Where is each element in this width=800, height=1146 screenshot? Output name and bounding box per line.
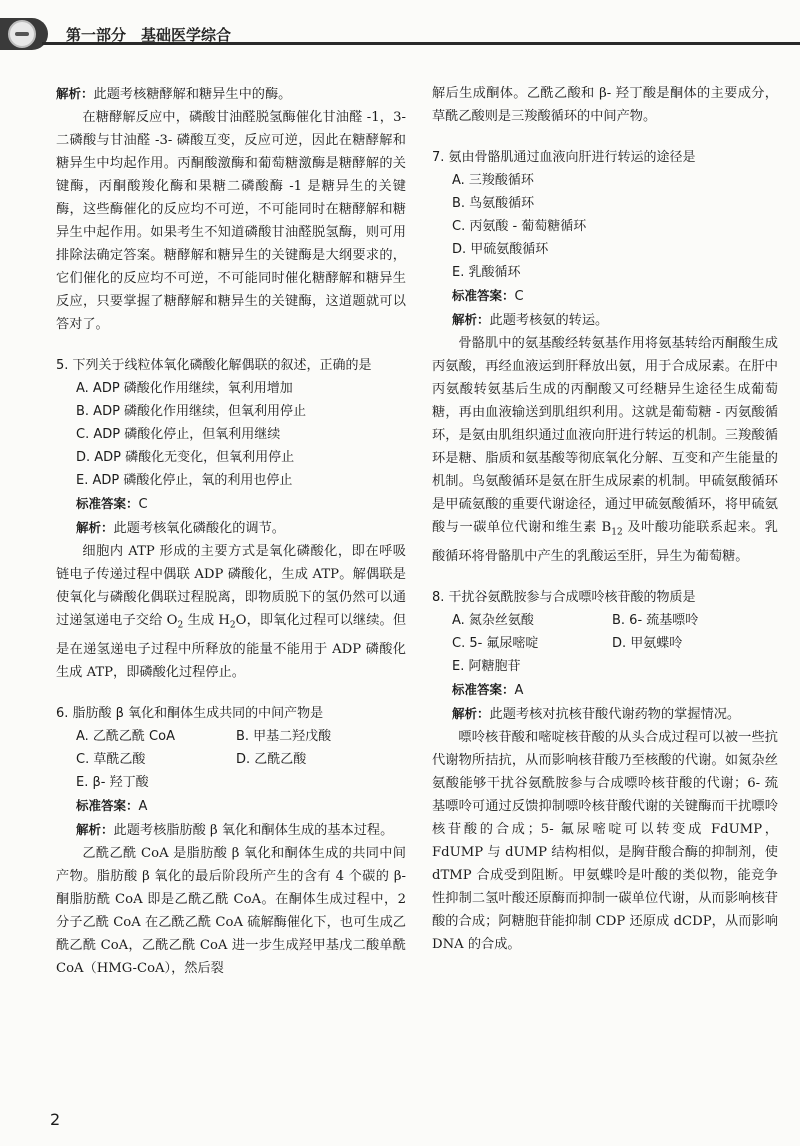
q8-options-row1 [432, 609, 778, 632]
q7-explanation: 骨骼肌中的氨基酸经转氨基作用将氨基转给丙酮酸生成丙氨酸，再经血液运到肝释放出氨，用于合成尿素。在肝中丙氨酸转氨基后生成的丙酮酸又可经糖异生途径生成葡萄糖，再由血液输送到肌组织利用。这就是葡萄糖 - 丙氨酸循环，是氨由肌组织通过血液向肝进行转运的机制。三羧酸循环是糖、脂质和氨基酸等彻底氧化分解、互变和产生能量的机制。鸟氨酸循环是氨在肝生成尿素的机制。甲硫氨酸循环是甲硫氨酸的重要代谢途径，通过甲硫氨酸循环，将甲硫氨酸与一碳单位代谢和维生素 $B_{12}$ 及叶酸功能联系起来。乳酸循环将骨骼肌中产生的乳酸运至肝，异生为葡萄糖。 [432, 336, 778, 564]
q6-option-d: D. 乙酰乙酸 [236, 751, 307, 767]
q5-explanation: 细胞内 ATP 形成的主要方式是氧化磷酸化，即在呼吸链电子传递过程中偶联 ADP 磷酸化，生成 ATP。解偶联是使氧化与磷酸化偶联过程脱离，即物质脱下的氢仍然可以通过递氢递电子交给 $O_2$ 生成 $H_2O$，即氧化过程可以继续。但是在递氢递电子过程中所释放的能量不能用于 ADP 磷酸化生成 ATP，即磷酸化过程停止。 [56, 544, 407, 680]
q4-analysis: 解析：此题考核糖酵解和糖异生中的酶。 [56, 86, 292, 102]
q6-explanation: 乙酰乙酰 CoA 是脂肪酸 β 氧化和酮体生成的共同中间产物。脂肪酸 β 氧化的最后阶段所产生的含有 4 个碳的 β- 酮脂肪酰 CoA 即是乙酰乙酰 CoA。在酮体生成过程中，2 分子乙酰 CoA 在乙酰乙酰 CoA 硫解酶催化下，也可生成乙酰乙酰 CoA，乙酰乙酰 CoA 进一步生成羟甲基戊二酸单酰 CoA（HMG-CoA），然后裂 [56, 845, 406, 976]
q8-option-e: E. 阿糖胞苷 [452, 658, 521, 674]
q5-option-c: C. ADP 磷酸化停止，但氧利用继续 [76, 427, 281, 442]
q5-answer: 标准答案：C [76, 496, 148, 512]
q6-answer: 标准答案：A [76, 797, 148, 814]
q5-option-e: E. ADP 磷酸化停止，氧的利用也停止 [76, 473, 293, 488]
q7-option-b: B. 鸟氨酸循环 [452, 196, 535, 211]
q6-explanation-continued: 解后生成酮体。乙酰乙酸和 β- 羟丁酸是酮体的主要成分，草酰乙酸则是三羧酸循环的中间产物。 [432, 86, 778, 124]
q8-option-a: A. 氮杂丝氨酸 [452, 612, 534, 628]
q8-option-c: C. 5- 氟尿嘧啶 [452, 635, 539, 651]
q8-answer: 标准答案：A [452, 681, 524, 698]
q7-stem: 7. 氨由骨骼肌通过血液向肝进行转运的途径是 [432, 150, 696, 165]
q6-option-e: E. β- 羟丁酸 [76, 774, 149, 790]
q6-options-row1 [56, 725, 406, 748]
q8-options-row2 [432, 632, 778, 655]
q6-stem: 6. 脂肪酸 β 氧化和酮体生成共同的中间产物是 [56, 705, 324, 721]
q8-analysis: 解析：此题考核对抗核苷酸代谢药物的掌握情况。 [452, 705, 741, 722]
q5-analysis: 解析：此题考核氧化磷酸化的调节。 [76, 520, 285, 536]
q6-option-b: B. 甲基二羟戊酸 [236, 728, 332, 744]
q6-option-c: C. 草酰乙酸 [76, 751, 146, 767]
page-header [0, 0, 800, 50]
q7-option-d: D. 甲硫氨酸循环 [452, 242, 549, 257]
q8-explanation: 嘌呤核苷酸和嘧啶核苷酸的从头合成过程可以被一些抗代谢物所拮抗，从而影响核苷酸乃至核酸的代谢。如氮杂丝氨酸能够干扰谷氨酰胺参与合成嘌呤核苷酸的代谢；6- 巯基嘌呤可通过反馈抑制嘌呤核苷酸代谢的关键酶而干扰嘌呤核苷酸的合成；5- 氟尿嘧啶可以转变成 FdUMP，FdUMP 与 dUMP 结构相似，是胸苷酸合酶的抑制剂，使 dTMP 合成受到阻断。甲氨蝶呤是叶酸的类似物，能竞争性抑制二氢叶酸还原酶而抑制一碳单位代谢，从而影响核苷酸的合成；阿糖胞苷能抑制 CDP 还原成 dCDP，从而影响 DNA 的合成。 [432, 729, 778, 952]
q8-stem: 8. 干扰谷氨酰胺参与合成嘌呤核苷酸的物质是 [432, 589, 696, 605]
q8-option-b: B. 6- 巯基嘌呤 [612, 612, 699, 628]
section-title: 第一部分 基础医学综合 [66, 26, 232, 44]
q5-option-d: D. ADP 磷酸化无变化，但氧利用停止 [76, 450, 295, 465]
publisher-logo-icon [8, 20, 36, 48]
q7-answer: 标准答案：C [452, 288, 524, 304]
q6-options-row2 [56, 748, 406, 771]
q6-analysis: 解析：此题考核脂肪酸 β 氧化和酮体生成的基本过程。 [76, 821, 394, 838]
q7-option-e: E. 乳酸循环 [452, 265, 521, 280]
q5-option-b: B. ADP 磷酸化作用继续，但氧利用停止 [76, 404, 307, 419]
q7-option-a: A. 三羧酸循环 [452, 173, 534, 188]
q8-option-d: D. 甲氨蝶呤 [612, 635, 683, 651]
q6-option-a: A. 乙酰乙酰 CoA [76, 728, 175, 744]
q7-analysis: 解析：此题考核氨的转运。 [452, 312, 609, 328]
left-column [56, 82, 406, 980]
q5-stem: 5. 下列关于线粒体氧化磷酸化解偶联的叙述，正确的是 [56, 358, 372, 373]
q7-option-c: C. 丙氨酸 - 葡萄糖循环 [452, 219, 587, 234]
q4-explanation: 在糖酵解反应中，磷酸甘油醛脱氢酶催化甘油醛 -1，3- 二磷酸与甘油醛 -3- 磷酸互变，反应可逆，因此在糖酵解和糖异生中均起作用。丙酮酸激酶和葡萄糖激酶是糖酵解的关键酶，丙酮酸羧化酶和果糖二磷酸酶 -1 是糖异生的关键酶，这些酶催化的反应均不可逆，不可能同时在糖酵解和糖异生中起作用。如果考生不知道磷酸甘油醛脱氢酶，则可用排除法确定答案。糖酵解和糖异生的关键酶是大纲要求的，它们催化的反应均不可逆，不可能同时催化糖酵解和糖异生反应，只要掌握了糖酵解和糖异生的关键酶，这道题就可以答对了。 [56, 110, 406, 332]
page-number: 2 [50, 1110, 61, 1129]
q5-option-a: A. ADP 磷酸化作用继续，氧利用增加 [76, 381, 293, 396]
right-column [432, 82, 778, 956]
